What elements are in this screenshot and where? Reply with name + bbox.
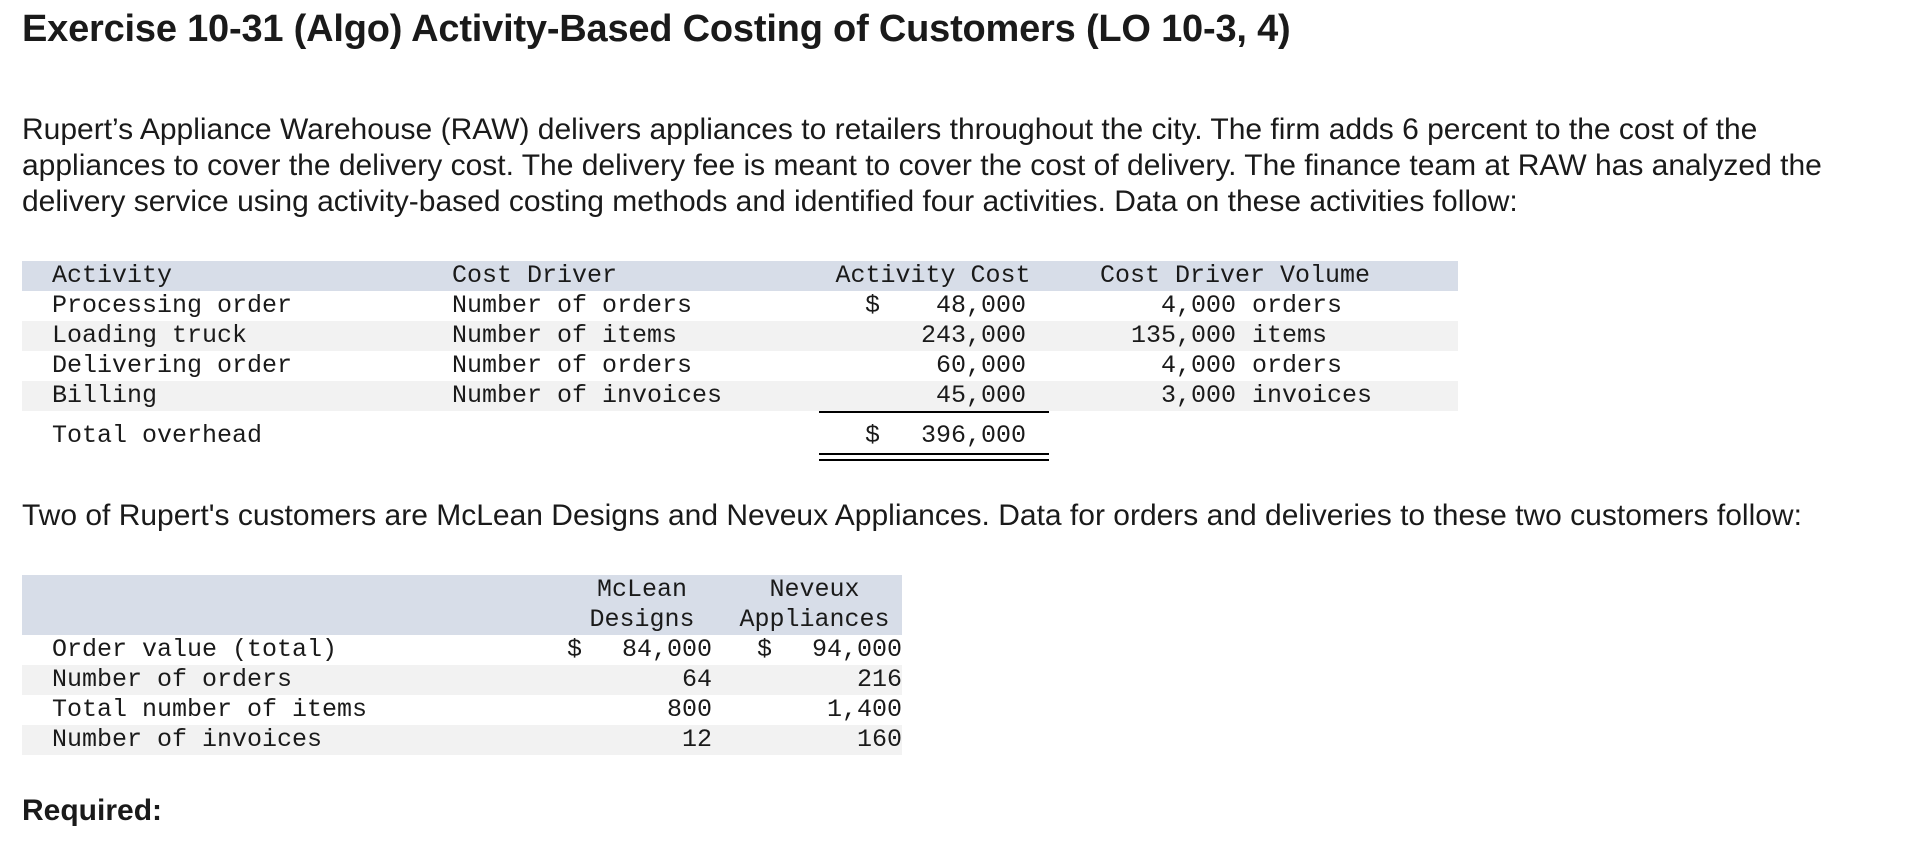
customers-table	[22, 575, 902, 755]
row-label: Number of orders	[52, 665, 293, 694]
header-mclean-designs	[562, 575, 722, 635]
activity-name: Processing order	[52, 291, 293, 320]
header-neveux-appliances	[732, 575, 897, 635]
driver-unit: orders	[1252, 291, 1343, 320]
activity-cost: 243,000	[920, 321, 1026, 350]
activity-name: Loading truck	[52, 321, 248, 350]
total-value: 396,000	[920, 421, 1026, 450]
mclean-value: 84,000	[621, 635, 712, 664]
header-activity: Activity	[52, 261, 173, 290]
intro-paragraph: Rupert’s Appliance Warehouse (RAW) delivers appliances to retailers throughout the city. The firm adds 6 percent to the cost of the appliances to cover the delivery cost. The delivery fee is meant to cover the cost of delivery. The finance team at RAW has analyzed the delivery service using activity-based costing methods and identified four activities. Data on these activities follow:	[22, 113, 1822, 218]
neveux-value: 1,400	[826, 695, 902, 724]
currency-symbol: $	[757, 635, 773, 664]
total-double-underline	[819, 453, 1049, 461]
header-neveux-line1: Neveux	[769, 575, 860, 604]
driver-volume: 4,000	[1160, 351, 1236, 380]
table-row	[22, 725, 902, 755]
activities-table	[22, 261, 1458, 457]
header-mclean-line1: McLean	[596, 575, 687, 604]
total-label: Total overhead	[52, 421, 263, 450]
mclean-value: 800	[666, 695, 712, 724]
currency-symbol: $	[865, 291, 881, 320]
table-row	[22, 351, 1458, 381]
table-row	[22, 695, 902, 725]
table-header-row	[22, 261, 1458, 291]
cost-driver: Number of items	[452, 321, 678, 350]
header-cost-driver: Cost Driver	[452, 261, 618, 290]
driver-unit: invoices	[1252, 381, 1373, 410]
neveux-value: 216	[856, 665, 902, 694]
mclean-value: 64	[681, 665, 712, 694]
header-mclean-line2: Designs	[589, 605, 695, 634]
neveux-value: 160	[856, 725, 902, 754]
driver-unit: items	[1252, 321, 1328, 350]
activity-name: Delivering order	[52, 351, 293, 380]
table-header-row	[22, 575, 902, 635]
table-row	[22, 665, 902, 695]
exercise-title: Exercise 10-31 (Algo) Activity-Based Costing of Customers (LO 10-3, 4)	[22, 8, 1291, 50]
total-row	[22, 415, 1458, 457]
header-cost-driver-volume: Cost Driver Volume	[1100, 261, 1371, 290]
driver-unit: orders	[1252, 351, 1343, 380]
header-neveux-line2: Appliances	[739, 605, 890, 634]
row-label: Order value (total)	[52, 635, 338, 664]
activity-cost: 45,000	[935, 381, 1026, 410]
driver-volume: 135,000	[1130, 321, 1236, 350]
header-activity-cost: Activity Cost	[835, 261, 1031, 290]
table-row	[22, 321, 1458, 351]
currency-symbol: $	[567, 635, 583, 664]
row-label: Total number of items	[52, 695, 368, 724]
mclean-value: 12	[681, 725, 712, 754]
table-row	[22, 381, 1458, 411]
table-row	[22, 635, 902, 665]
customers-intro: Two of Rupert's customers are McLean Designs and Neveux Appliances. Data for orders and deliveries to these two customers follow:	[22, 499, 1802, 532]
cost-driver: Number of orders	[452, 351, 693, 380]
activity-name: Billing	[52, 381, 158, 410]
cost-driver: Number of invoices	[452, 381, 723, 410]
required-heading: Required:	[22, 794, 163, 827]
activity-cost: 60,000	[935, 351, 1026, 380]
table-row	[22, 291, 1458, 321]
cost-driver: Number of orders	[452, 291, 693, 320]
activity-cost: 48,000	[935, 291, 1026, 320]
neveux-value: 94,000	[811, 635, 902, 664]
row-label: Number of invoices	[52, 725, 323, 754]
subtotal-underline	[819, 411, 1049, 413]
driver-volume: 4,000	[1160, 291, 1236, 320]
currency-symbol: $	[865, 421, 881, 450]
driver-volume: 3,000	[1160, 381, 1236, 410]
